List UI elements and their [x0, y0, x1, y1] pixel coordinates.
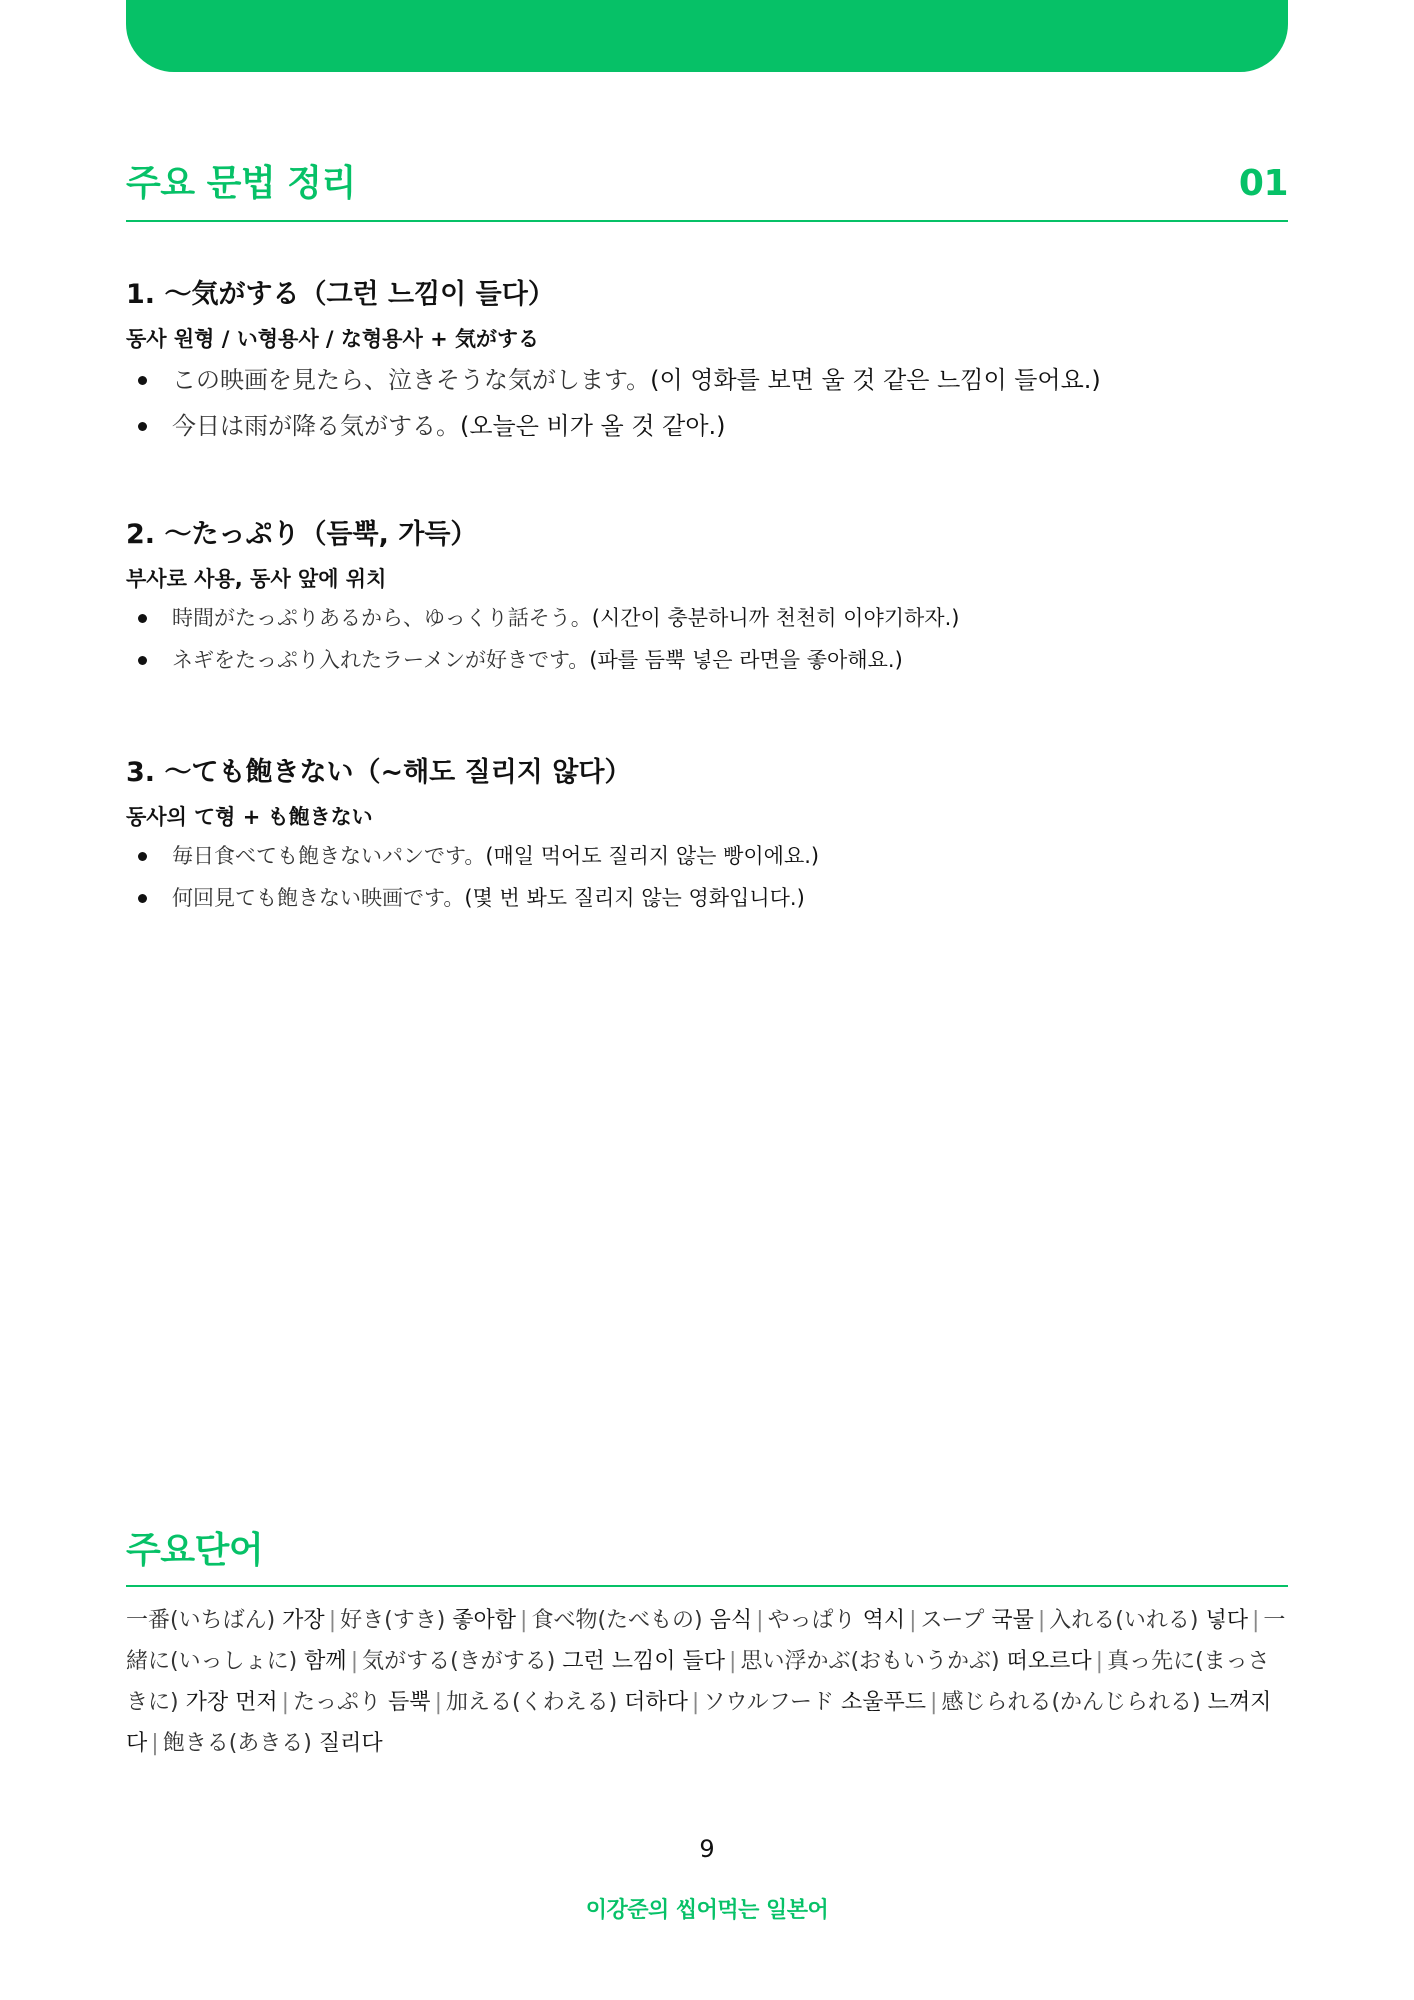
vocab-separator: |	[151, 1731, 159, 1756]
example-japanese: 時間がたっぷりあるから、ゆっくり話そう。	[172, 606, 592, 630]
vocab-korean: 그런 느낌이 들다	[562, 1649, 726, 1674]
vocab-item	[531, 1608, 752, 1633]
vocab-item	[446, 1690, 688, 1715]
vocab-item	[293, 1690, 431, 1715]
vocab-item	[740, 1649, 1091, 1674]
grammar-point	[126, 750, 1288, 925]
vocab-japanese: 一緒に(いっしょに)	[126, 1608, 1286, 1674]
bullet-icon	[138, 376, 147, 385]
vocab-item	[362, 1649, 725, 1674]
vocab-separator: |	[1037, 1608, 1046, 1633]
section-number: 01	[1238, 163, 1288, 204]
vocab-item	[163, 1731, 383, 1756]
grammar-title: 1. ～気がする（그런 느낌이 들다）	[126, 279, 555, 310]
example-japanese: 今日は雨が降る気がする。	[172, 412, 460, 440]
example-list	[126, 841, 1288, 913]
example-list	[126, 363, 1288, 443]
vocab-japanese: 飽きる(あきる)	[162, 1731, 312, 1756]
grammar-point	[126, 272, 1288, 455]
vocab-separator: |	[691, 1690, 700, 1715]
bullet-icon	[138, 614, 147, 623]
grammar-structure: 동사 원형 / い형용사 / な형용사 + 気がする	[126, 327, 539, 351]
vocab-separator: |	[328, 1608, 337, 1633]
bullet-icon	[138, 422, 147, 431]
vocab-japanese: 加える(くわえる)	[445, 1690, 618, 1715]
vocab-japanese: ソウルフード	[703, 1690, 835, 1715]
vocab-separator: |	[756, 1608, 764, 1633]
vocab-japanese: 感じられる(かんじられる)	[941, 1690, 1201, 1715]
example-korean: (시간이 충분하니까 천천히 이야기하자.)	[591, 606, 960, 630]
vocab-item	[1049, 1608, 1248, 1633]
vocab-korean: 음식	[709, 1608, 753, 1633]
vocab-japanese: たっぷり	[293, 1690, 382, 1715]
example-japanese: ネギをたっぷり入れたラーメンが好きです。	[172, 648, 590, 672]
vocab-japanese: スープ	[920, 1608, 985, 1633]
vocab-japanese: 好き(すき)	[340, 1608, 446, 1633]
example-item	[126, 409, 1288, 443]
vocab-japanese: 真っ先に(まっさきに)	[126, 1649, 1270, 1715]
vocab-korean: 역시	[862, 1608, 906, 1633]
section-title: 주요 문법 정리	[126, 163, 356, 204]
example-item	[126, 363, 1288, 397]
vocab-japanese: 一番(いちばん)	[126, 1608, 276, 1633]
header-divider	[126, 220, 1288, 222]
vocab-separator: |	[434, 1690, 442, 1715]
vocab-separator: |	[1251, 1608, 1260, 1633]
section-header	[126, 155, 1288, 206]
vocab-item	[126, 1608, 325, 1633]
vocab-separator: |	[909, 1608, 917, 1633]
vocab-korean: 느껴지다	[126, 1690, 1272, 1756]
vocab-korean: 더하다	[624, 1690, 688, 1715]
vocab-japanese: 気がする(きがする)	[362, 1649, 556, 1674]
grammar-structure: 부사로 사용, 동사 앞에 위치	[126, 567, 387, 591]
vocab-korean: 듬뿍	[388, 1690, 431, 1715]
example-japanese: この映画を見たら、泣きそうな気がします。	[172, 366, 651, 394]
grammar-title: 2. ～たっぷり（듬뿍, 가득）	[126, 519, 478, 550]
example-korean: (파를 듬뿍 넣은 라면을 좋아해요.)	[589, 648, 903, 672]
vocab-korean: 질리다	[318, 1731, 383, 1756]
example-item	[126, 883, 1288, 913]
vocab-korean: 넣다	[1205, 1608, 1248, 1633]
example-korean: (매일 먹어도 질리지 않는 빵이에요.)	[485, 844, 820, 868]
vocab-list	[126, 1600, 1288, 1764]
vocab-korean: 국물	[991, 1608, 1034, 1633]
vocab-item	[703, 1690, 926, 1715]
vocab-item	[768, 1608, 906, 1633]
vocab-korean: 소울푸드	[841, 1690, 927, 1715]
vocab-korean: 좋아함	[452, 1608, 517, 1633]
grammar-title: 3. ～ても飽きない（~해도 질리지 않다）	[126, 757, 632, 788]
bullet-icon	[138, 852, 147, 861]
vocab-separator: |	[281, 1690, 290, 1715]
example-list	[126, 603, 1288, 675]
top-header-band	[126, 0, 1288, 72]
example-korean: (몇 번 봐도 질리지 않는 영화입니다.)	[464, 886, 805, 910]
vocab-korean: 떠오르다	[1006, 1649, 1092, 1674]
example-item	[126, 603, 1288, 633]
bullet-icon	[138, 656, 147, 665]
grammar-point	[126, 512, 1288, 687]
vocab-japanese: 入れる(いれる)	[1049, 1608, 1199, 1633]
vocab-japanese: 食べ物(たべもの)	[531, 1608, 703, 1633]
example-japanese: 何回見ても飽きない映画です。	[172, 886, 465, 910]
vocab-separator: |	[729, 1649, 737, 1674]
vocab-separator: |	[520, 1608, 528, 1633]
vocab-title: 주요단어	[126, 1530, 264, 1571]
vocab-korean: 가장	[282, 1608, 325, 1633]
example-item	[126, 645, 1288, 675]
vocab-separator: |	[1095, 1649, 1104, 1674]
vocab-japanese: 思い浮かぶ(おもいうかぶ)	[740, 1649, 1000, 1674]
vocab-divider	[126, 1585, 1288, 1587]
page-number: 9	[699, 1835, 715, 1863]
vocab-item	[340, 1608, 516, 1633]
vocab-separator: |	[930, 1690, 938, 1715]
example-item	[126, 841, 1288, 871]
vocab-korean: 함께	[304, 1649, 347, 1674]
vocab-separator: |	[350, 1649, 359, 1674]
vocab-korean: 가장 먼저	[185, 1690, 278, 1715]
bullet-icon	[138, 894, 147, 903]
grammar-structure: 동사의 て형 + も飽きない	[126, 805, 373, 829]
vocab-item	[921, 1608, 1034, 1633]
example-korean: (이 영화를 보면 울 것 같은 느낌이 들어요.)	[650, 366, 1101, 394]
example-korean: (오늘은 비가 올 것 같아.)	[460, 412, 726, 440]
example-japanese: 毎日食べても飽きないパンです。	[172, 844, 486, 868]
book-title: 이강준의 씹어먹는 일본어	[585, 1898, 829, 1923]
vocab-japanese: やっぱり	[767, 1608, 856, 1633]
